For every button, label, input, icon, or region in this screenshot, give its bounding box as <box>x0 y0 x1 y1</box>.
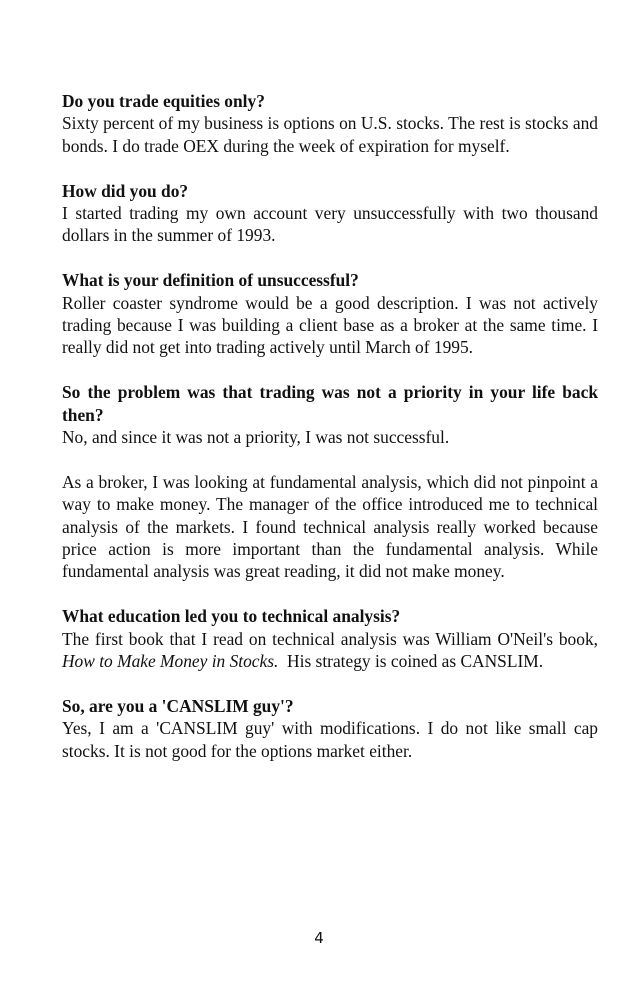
answer-how-did-you-do: I started trading my own account very unsuccessfully with two thousand dollars in the summer of 1993. <box>62 203 598 246</box>
answer-unsuccessful: Roller coaster syndrome would be a good description. I was not actively trading because I was building a client base as a broker at the same time. I really did not get into trading actively until March of 1995. <box>62 292 598 358</box>
question-canslim: So, are you a 'CANSLIM guy'? <box>62 695 294 716</box>
page-number: 4 <box>314 929 324 947</box>
qa-block-education <box>62 605 598 672</box>
question-equities: Do you trade equities only? <box>62 91 265 111</box>
qa-block-equities <box>62 90 598 157</box>
answer-education-after: His strategy is coined as CANSLIM. <box>278 651 544 672</box>
qa-block-how-did-you-do <box>62 180 598 247</box>
qa-block-unsuccessful <box>62 269 598 359</box>
book-title: How to Make Money in Stocks. <box>62 651 279 672</box>
question-priority: So the problem was that trading was not a priority in your life back then? <box>62 382 598 425</box>
page-body <box>62 90 598 784</box>
qa-block-priority <box>62 381 598 448</box>
answer-priority: No, and since it was not a priority, I was not successful. <box>62 427 450 448</box>
question-education: What education led you to technical analysis? <box>62 606 401 627</box>
answer-education-before: The first book that I read on technical analysis was William O'Neil's book, <box>62 628 598 649</box>
answer-education <box>62 628 598 673</box>
question-how-did-you-do: How did you do? <box>62 180 189 201</box>
qa-block-canslim <box>62 695 598 762</box>
question-unsuccessful: What is your definition of unsuccessful? <box>62 270 359 291</box>
answer-canslim: Yes, I am a 'CANSLIM guy' with modifications. I do not like small cap stocks. It is not good for the options market either. <box>62 718 598 761</box>
paragraph-broker: As a broker, I was looking at fundamental analysis, which did not pinpoint a way to make money. The manager of the office introduced me to technical analysis of the markets. I found technical analysis really worked because price action is more important than the fundamental analysis. While fundamental analysis was great reading, it did not make money. <box>62 471 598 582</box>
answer-equities: Sixty percent of my business is options on U.S. stocks. The rest is stocks and bonds. I do trade OEX during the week of expiration for myself. <box>62 113 598 156</box>
